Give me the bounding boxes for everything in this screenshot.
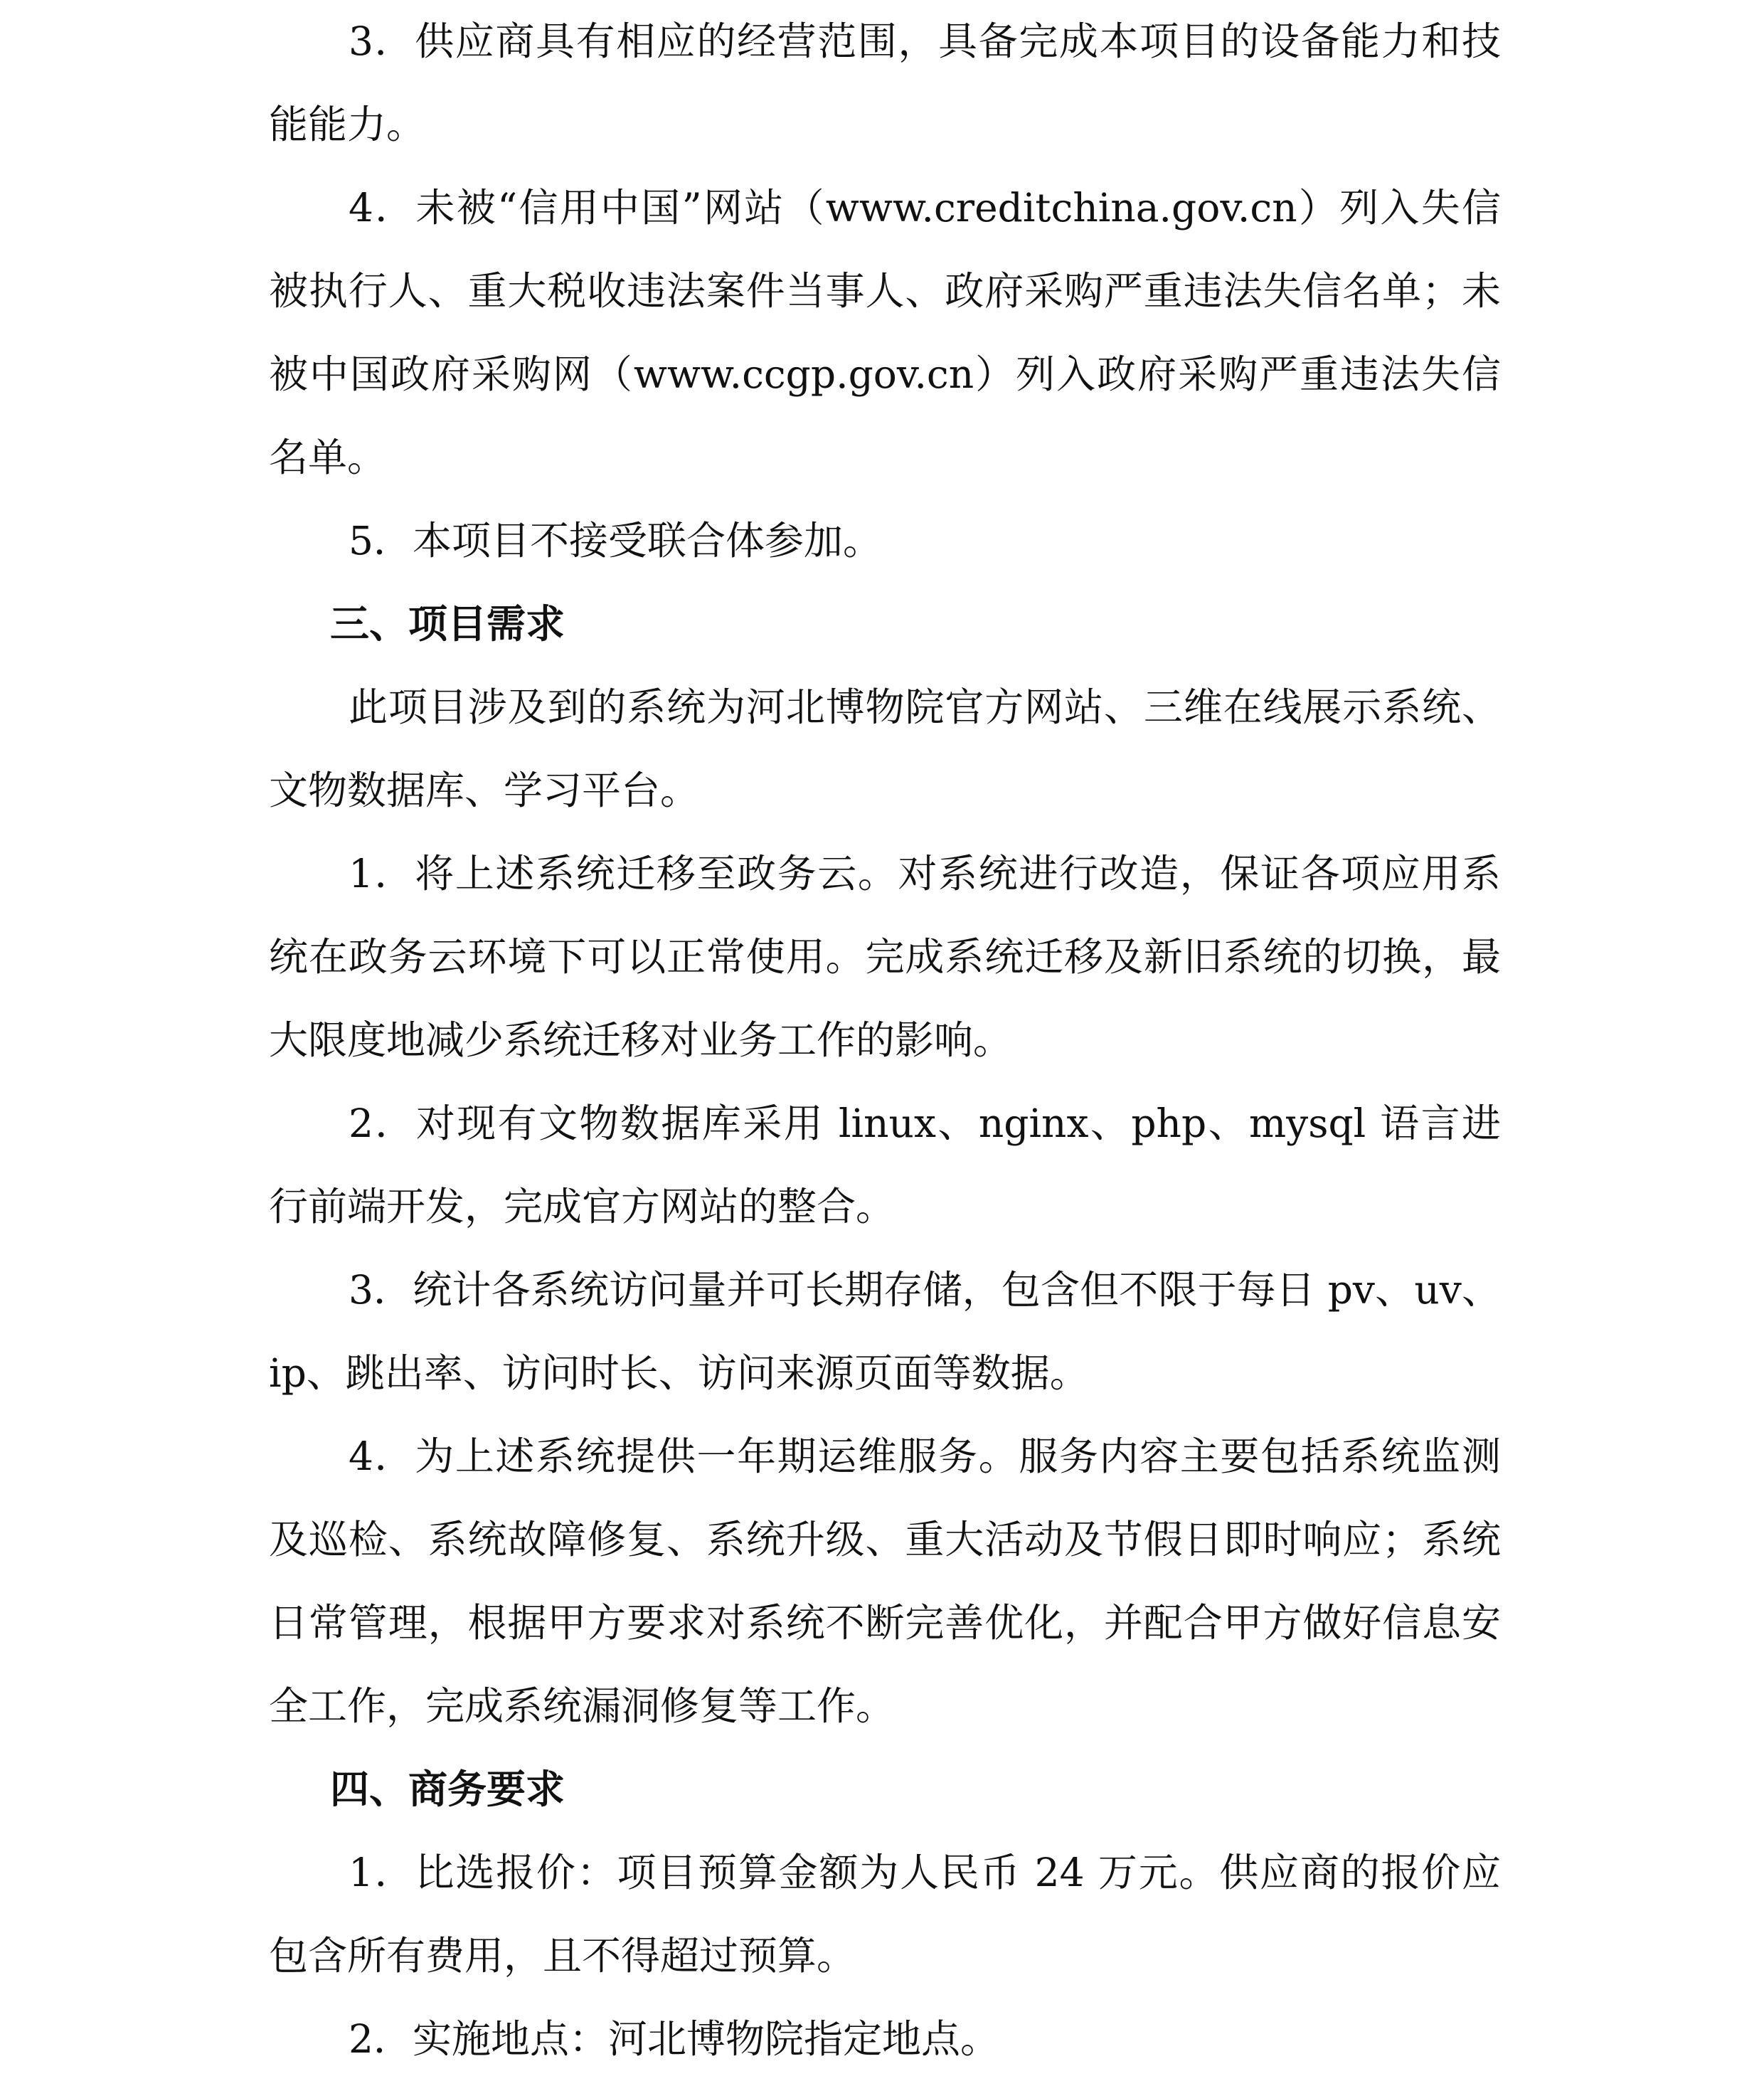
requirement-item-3: 3．供应商具有相应的经营范围，具备完成本项目的设备能力和技能能力。: [269, 18, 1501, 147]
business-item-2: 2．实施地点：河北博物院指定地点。: [349, 2016, 999, 2062]
project-needs-item-4: 4．为上述系统提供一年期运维服务。服务内容主要包括系统监测及巡检、系统故障修复、系统升级、重大活动及节假日即时响应；系统日常管理，根据甲方要求对系统不断完善优化，并配合甲方做好信息安全工作，完成系统漏洞修复等工作。: [269, 1434, 1501, 1729]
project-needs-intro: 此项目涉及到的系统为河北博物院官方网站、三维在线展示系统、文物数据库、学习平台。: [269, 684, 1501, 813]
project-needs-item-1: 1．将上述系统迁移至政务云。对系统进行改造，保证各项应用系统在政务云环境下可以正常使用。完成系统迁移及新旧系统的切换，最大限度地减少系统迁移对业务工作的影响。: [269, 851, 1501, 1063]
requirement-item-5: 5．本项目不接受联合体参加。: [349, 518, 882, 563]
business-item-1: 1．比选报价：项目预算金额为人民币 24 万元。供应商的报价应包含所有费用，且不得超过预算。: [269, 1850, 1501, 1979]
section-heading-business: 四、商务要求: [330, 1767, 565, 1812]
document-page: [269, 0, 1501, 2081]
project-needs-item-2: 2．对现有文物数据库采用 linux、nginx、php、mysql 语言进行前端开发，完成官方网站的整合。: [269, 1101, 1501, 1229]
section-heading-project-needs: 三、项目需求: [330, 601, 565, 647]
requirement-item-4: 4．未被“信用中国”网站（www.creditchina.gov.cn）列入失信被执行人、重大税收违法案件当事人、政府采购严重违法失信名单；未被中国政府采购网（www.ccgp.gov.cn）列入政府采购严重违法失信名单。: [269, 185, 1501, 480]
project-needs-item-3: 3．统计各系统访问量并可长期存储，包含但不限于每日 pv、uv、ip、跳出率、访问时长、访问来源页面等数据。: [269, 1267, 1501, 1396]
